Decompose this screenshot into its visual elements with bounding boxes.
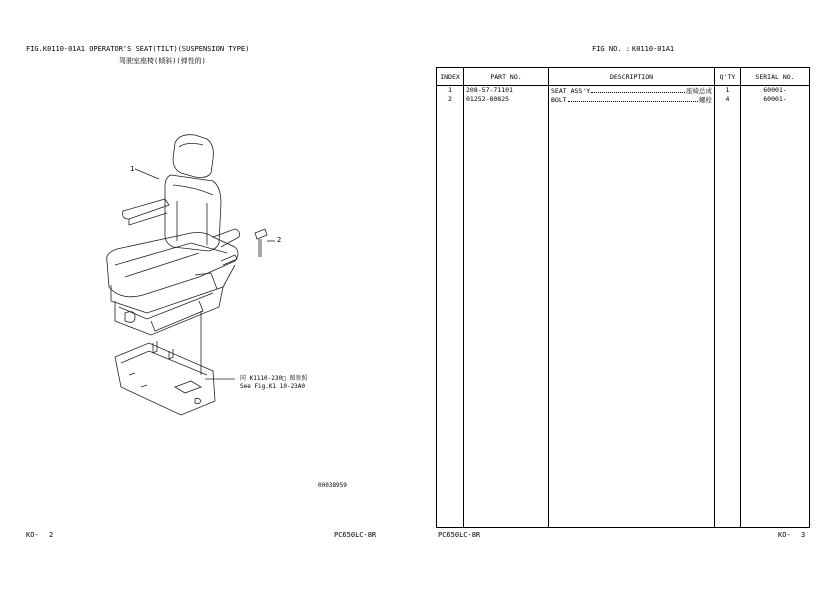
right-page-model: PC650LC-8R xyxy=(438,531,481,539)
callout-1: 1 xyxy=(130,165,135,173)
table-row xyxy=(437,95,810,104)
header-part-no: PART NO. xyxy=(464,68,549,86)
row-index: 2 xyxy=(437,95,464,104)
header-qty: Q'TY xyxy=(715,68,741,86)
row-description-cn: 座椅总成 xyxy=(686,87,712,95)
fig-no-label: FIG NO. : xyxy=(592,45,630,53)
reference-note-en: See Fig.K1 10-23A0 xyxy=(240,383,306,390)
row-description-en: BOLT xyxy=(551,96,567,105)
right-page-label: KO- xyxy=(778,531,791,539)
row-description xyxy=(549,86,715,96)
header-serial-no: SERIAL NO. xyxy=(741,68,810,86)
parts-table xyxy=(436,67,810,528)
table-header-row xyxy=(437,68,810,86)
drawing-number: 00038959 xyxy=(318,482,347,489)
right-page-number: 3 xyxy=(801,531,806,539)
row-qty: 4 xyxy=(715,95,741,104)
fig-no-value: K0110-01A1 xyxy=(632,45,675,53)
table-row xyxy=(437,86,810,96)
row-serial: 60001- xyxy=(741,95,810,104)
figure-title: FIG.K0110-01A1 OPERATOR'S SEAT(TILT)(SUSPENSION TYPE) xyxy=(26,45,250,53)
row-description xyxy=(549,95,715,104)
header-index: INDEX xyxy=(437,68,464,86)
callout-2: 2 xyxy=(277,236,282,244)
row-serial: 60001- xyxy=(741,86,810,96)
row-part-no: 01252-80825 xyxy=(464,95,549,104)
left-page-number: 2 xyxy=(49,531,54,539)
figure-title-chinese: 驾驶室座椅(倾斜)(弹性的) xyxy=(119,57,206,65)
row-index: 1 xyxy=(437,86,464,96)
row-part-no: 208-57-71101 xyxy=(464,86,549,96)
reference-note-cn: 同 K1110-230□ 图参照 xyxy=(240,375,308,382)
header-description: DESCRIPTION xyxy=(549,68,715,86)
left-page-label: KO- xyxy=(26,531,39,539)
left-page-model: PC650LC-8R xyxy=(334,531,377,539)
table-filler-row xyxy=(437,104,810,527)
row-qty: 1 xyxy=(715,86,741,96)
row-description-en: SEAT ASS'Y xyxy=(551,87,591,95)
row-description-cn: 螺栓 xyxy=(699,96,712,105)
